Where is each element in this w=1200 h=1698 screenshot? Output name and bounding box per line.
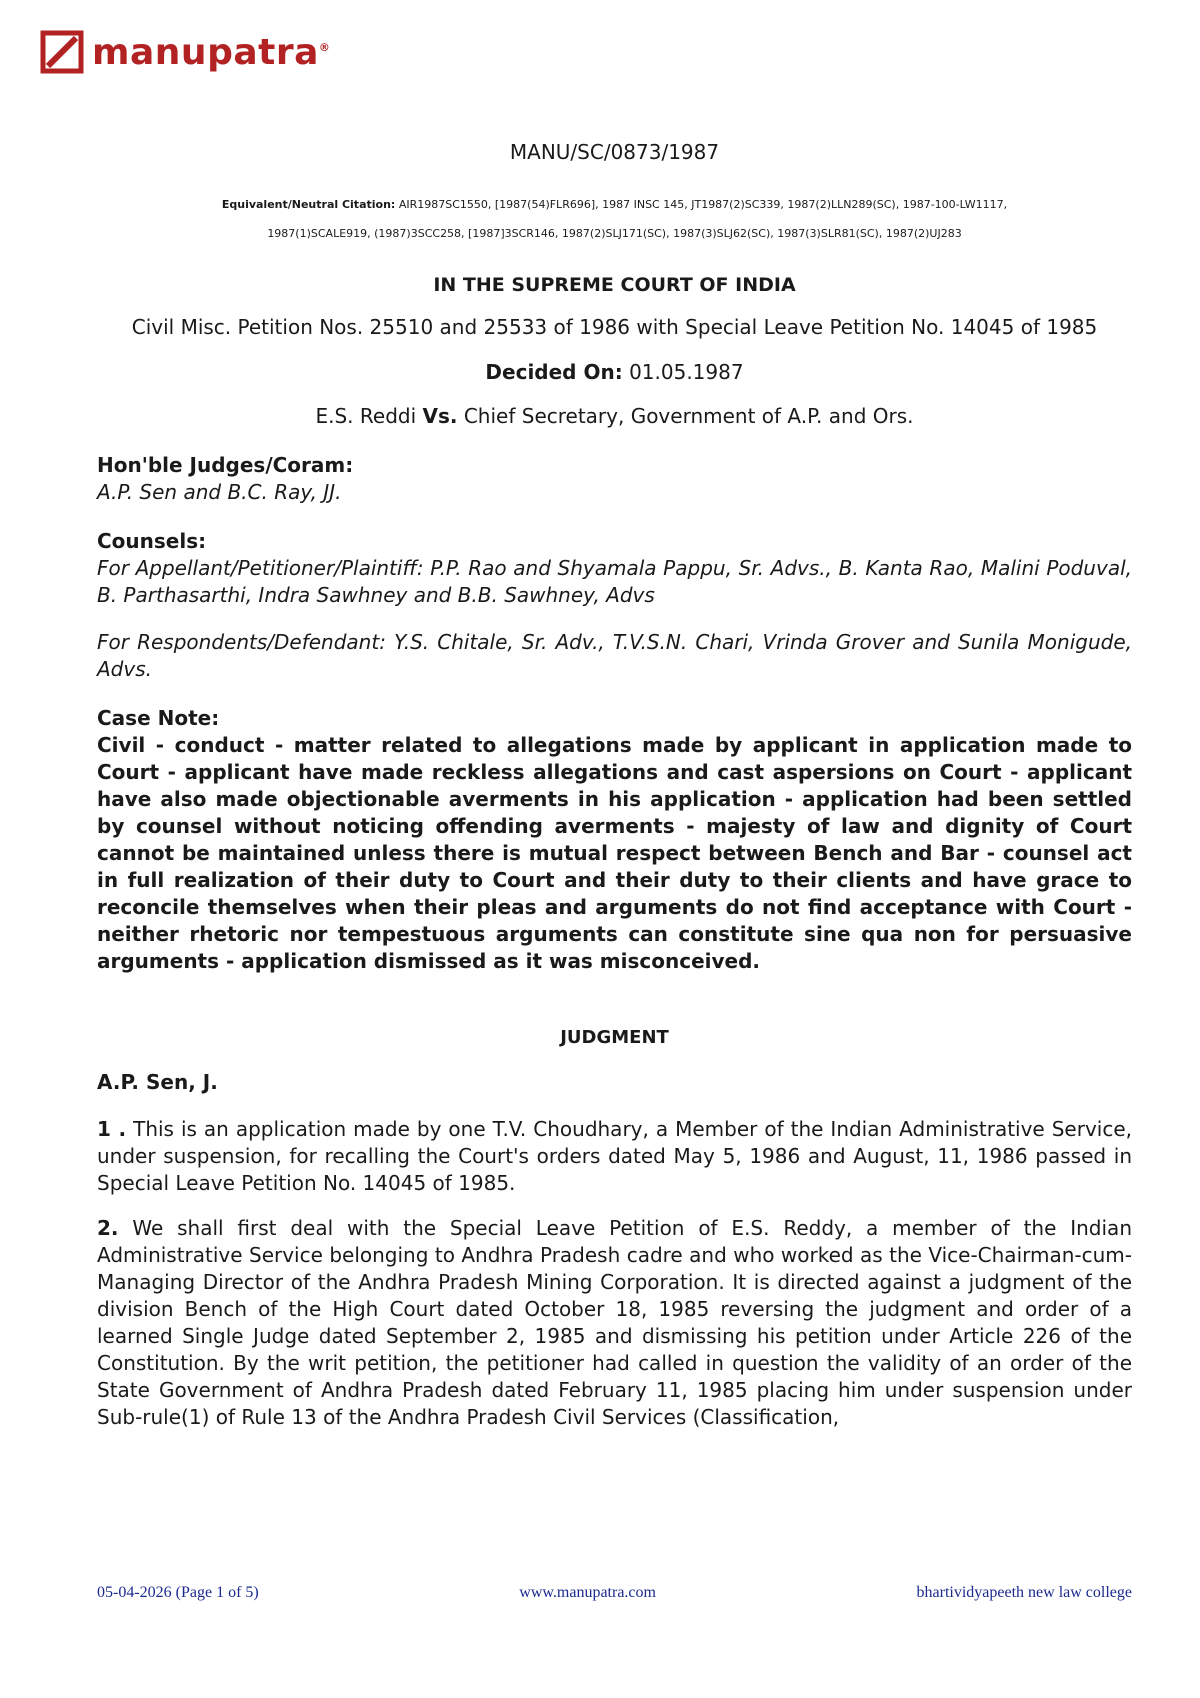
footer-institution: bhartividyapeeth new law college (916, 1584, 1132, 1601)
judgment-author: A.P. Sen, J. (97, 1070, 218, 1094)
case-note-section (97, 705, 1132, 975)
counsel-appellant: For Appellant/Petitioner/Plaintiff: P.P. Rao and Shyamala Pappu, Sr. Advs., B. Kanta Rao, Malini Poduval, B. Parthasarthi, Indra Sawhney and B.B. Sawhney, Advs (97, 556, 1132, 607)
equivalent-citation-line2: 1987(1)SCALE919, (1987)3SCC258, [1987]3SCR146, 1987(2)SLJ171(SC), 1987(3)SLJ62(SC), 1987(3)SLR81(SC), 1987(2)UJ283 (267, 227, 962, 240)
party-respondent: Chief Secretary, Government of A.P. and Ors. (463, 404, 914, 428)
footer-website-link[interactable]: www.manupatra.com (519, 1584, 656, 1601)
manupatra-logo-icon (40, 30, 84, 74)
judges-label: Hon'ble Judges/Coram: (97, 453, 354, 477)
judgment-paragraph (97, 1215, 1132, 1431)
case-note-label: Case Note: (97, 706, 220, 730)
paragraph-text: We shall first deal with the Special Leave Petition of E.S. Reddy, a member of the Indian Administrative Service belonging to Andhra Pradesh cadre and who worked as the Vice-Chairman-cum-Managing Director of the Andhra Pradesh Mining Corporation. It is directed against a judgment of the division Bench of the High Court dated October 18, 1985 reversing the judgment and order of a learned Single Judge dated September 2, 1985 and dismissing his petition under Article 226 of the Constitution. By the writ petition, the petitioner had called in question the validity of an order of the State Government of Andhra Pradesh dated February 11, 1985 placing him under suspension under Sub-rule(1) of Rule 13 of the Andhra Pradesh Civil Services (Classification, (97, 1216, 1132, 1429)
petition-numbers: Civil Misc. Petition Nos. 25510 and 25533 of 1986 with Special Leave Petition No. 14045 of 1985 (131, 315, 1098, 339)
document-body (97, 140, 1132, 1449)
brand-name: manupatra® (92, 31, 331, 73)
counsels-section (97, 528, 1132, 683)
paragraph-number: 1 . (97, 1117, 127, 1141)
equivalent-citation-line1: AIR1987SC1550, [1987(54)FLR696], 1987 INSC 145, JT1987(2)SC339, 1987(2)LLN289(SC), 1987-100-LW1117, (398, 198, 1008, 211)
case-note-text: Civil - conduct - matter related to allegations made by applicant in application made to Court - applicant have made reckless allegations and cast aspersions on Court - applicant have also made objectionable averments in his application - application had been settled by counsel without noticing offending averments - majesty of law and dignity of Court cannot be maintained unless there is mutual respect between Bench and Bar - counsel act in full realization of their duty to Court and their duty to their clients and have grace to reconcile themselves when their pleas and arguments do not find acceptance with Court - neither rhetoric nor tempestuous arguments can constitute sine qua non for persuasive arguments - application dismissed as it was misconceived. (97, 733, 1132, 973)
counsel-respondent: For Respondents/Defendant: Y.S. Chitale, Sr. Adv., T.V.S.N. Chari, Vrinda Grover and Sunila Monigude, Advs. (97, 630, 1132, 681)
versus-label: Vs. (422, 404, 458, 428)
counsels-label: Counsels: (97, 529, 207, 553)
footer-date-page: 05-04-2026 (Page 1 of 5) (97, 1584, 259, 1601)
court-name: IN THE SUPREME COURT OF INDIA (433, 274, 796, 296)
equivalent-citation-label: Equivalent/Neutral Citation: (221, 198, 396, 211)
decided-on-label: Decided On: (485, 360, 623, 384)
equivalent-citation (97, 190, 1132, 248)
paragraph-number: 2. (97, 1216, 119, 1240)
page-footer (97, 1584, 1132, 1602)
judges-names: A.P. Sen and B.C. Ray, JJ. (97, 480, 342, 504)
judgment-heading: JUDGMENT (560, 1027, 669, 1048)
decided-on (97, 360, 1132, 384)
decided-on-date: 01.05.1987 (629, 360, 744, 384)
judgment-paragraph (97, 1116, 1132, 1197)
paragraph-text: This is an application made by one T.V. Choudhary, a Member of the Indian Administrative Service, under suspension, for recalling the Court's orders dated May 5, 1986 and August, 11, 1986 passed in Special Leave Petition No. 14045 of 1985. (97, 1117, 1133, 1195)
manu-citation: MANU/SC/0873/1987 (509, 140, 720, 164)
manupatra-logo (40, 30, 330, 74)
judges-section (97, 452, 1132, 506)
party-petitioner: E.S. Reddi (315, 404, 417, 428)
case-parties (97, 404, 1132, 428)
